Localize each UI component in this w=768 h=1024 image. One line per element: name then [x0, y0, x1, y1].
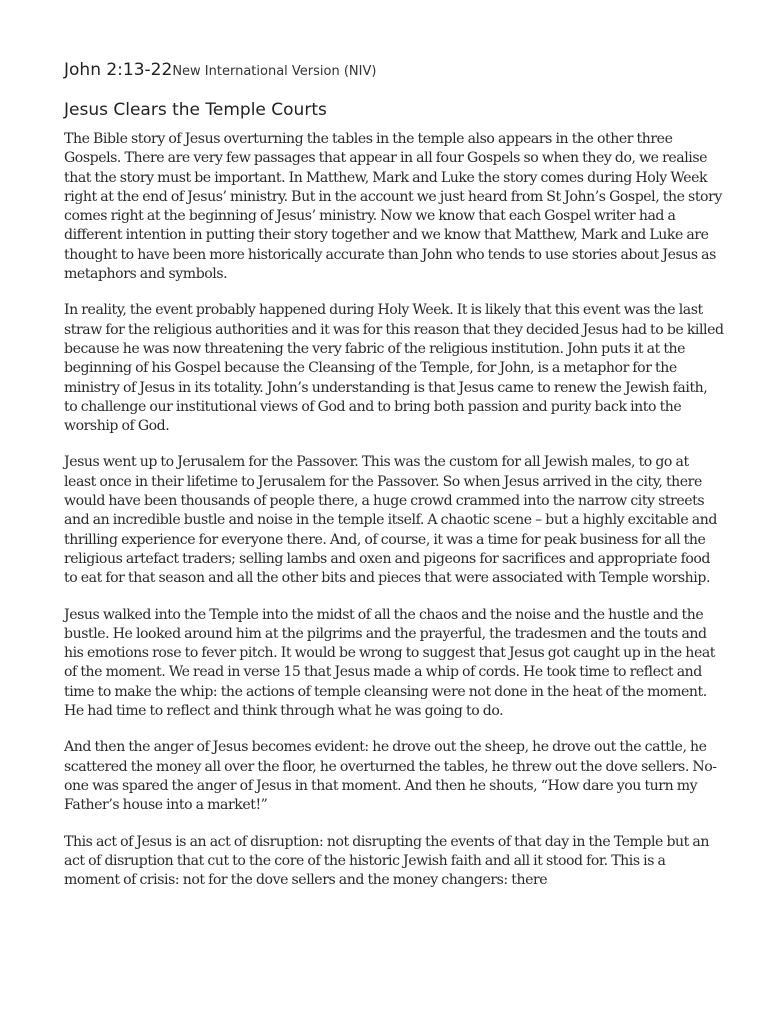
paragraph-5: And then the anger of Jesus becomes evident: he drove out the sheep, he drove out the cattle, he scattered the money all over the floor, he overturned the tables, he threw out the dove sellers. No-one was spared the anger of Jesus in that moment. And then he shouts, “How dare you turn my Father’s house into a market!”: [64, 739, 717, 814]
document-page: [64, 58, 724, 907]
paragraph-3: Jesus went up to Jerusalem for the Passover. This was the custom for all Jewish males, to go at least once in their lifetime to Jerusalem for the Passover. So when Jesus arrived in the city, there would have been thousands of people there, a huge crowd crammed into the narrow city streets and an incredible bustle and noise in the temple itself. A chaotic scene – but a highly excitable and thrilling experience for everyone there. And, of course, it was a time for peak business for all the religious artefact traders; selling lambs and oxen and pigeons for sacrifices and appropriate food to eat for that season and all the other bits and pieces that were associated with Temple worship.: [64, 454, 717, 587]
paragraph-1: The Bible story of Jesus overturning the tables in the temple also appears in the other three Gospels. There are very few passages that appear in all four Gospels so when they do, we realise that the story must be important. In Matthew, Mark and Luke the story comes during Holy Week right at the end of Jesus’ ministry. But in the account we just heard from St John’s Gospel, the story comes right at the beginning of Jesus’ ministry. Now we know that each Gospel writer had a different intention in putting their story together and we know that Matthew, Mark and Luke are thought to have been more historically accurate than John who tends to use stories about Jesus as metaphors and symbols.: [64, 131, 722, 283]
paragraph-4: Jesus walked into the Temple into the midst of all the chaos and the noise and the hustle and the bustle. He looked around him at the pilgrims and the prayerful, the tradesmen and the touts and his emotions rose to fever pitch. It would be wrong to suggest that Jesus got caught up in the heat of the moment. We read in verse 15 that Jesus made a whip of cords. He took time to reflect and time to make the whip: the actions of temple cleansing were not done in the heat of the moment. He had time to reflect and think through what he was going to do.: [64, 606, 715, 720]
bible-version: New International Version (NIV): [172, 64, 377, 79]
paragraph-2: In reality, the event probably happened during Holy Week. It is likely that this event was the last straw for the religious authorities and it was for this reason that they decided Jesus had to be killed because he was now threatening the very fabric of the religious institution. John puts it at the beginning of his Gospel because the Cleansing of the Temple, for John, is a metaphor for the ministry of Jesus in its totality. John’s understanding is that Jesus came to renew the Jewish faith, to challenge our institutional views of God and to bring both passion and purity back into the worship of God.: [64, 302, 724, 435]
section-heading: Jesus Clears the Temple Courts: [64, 100, 327, 120]
paragraph-6: This act of Jesus is an act of disruption: not disrupting the events of that day in the Temple but an act of disruption that cut to the core of the historic Jewish faith and all it stood for. This is a moment of crisis: not for the dove sellers and the money changers: there: [64, 833, 709, 889]
scripture-reference-line: [64, 58, 724, 84]
scripture-reference: John 2:13-22: [64, 60, 173, 80]
